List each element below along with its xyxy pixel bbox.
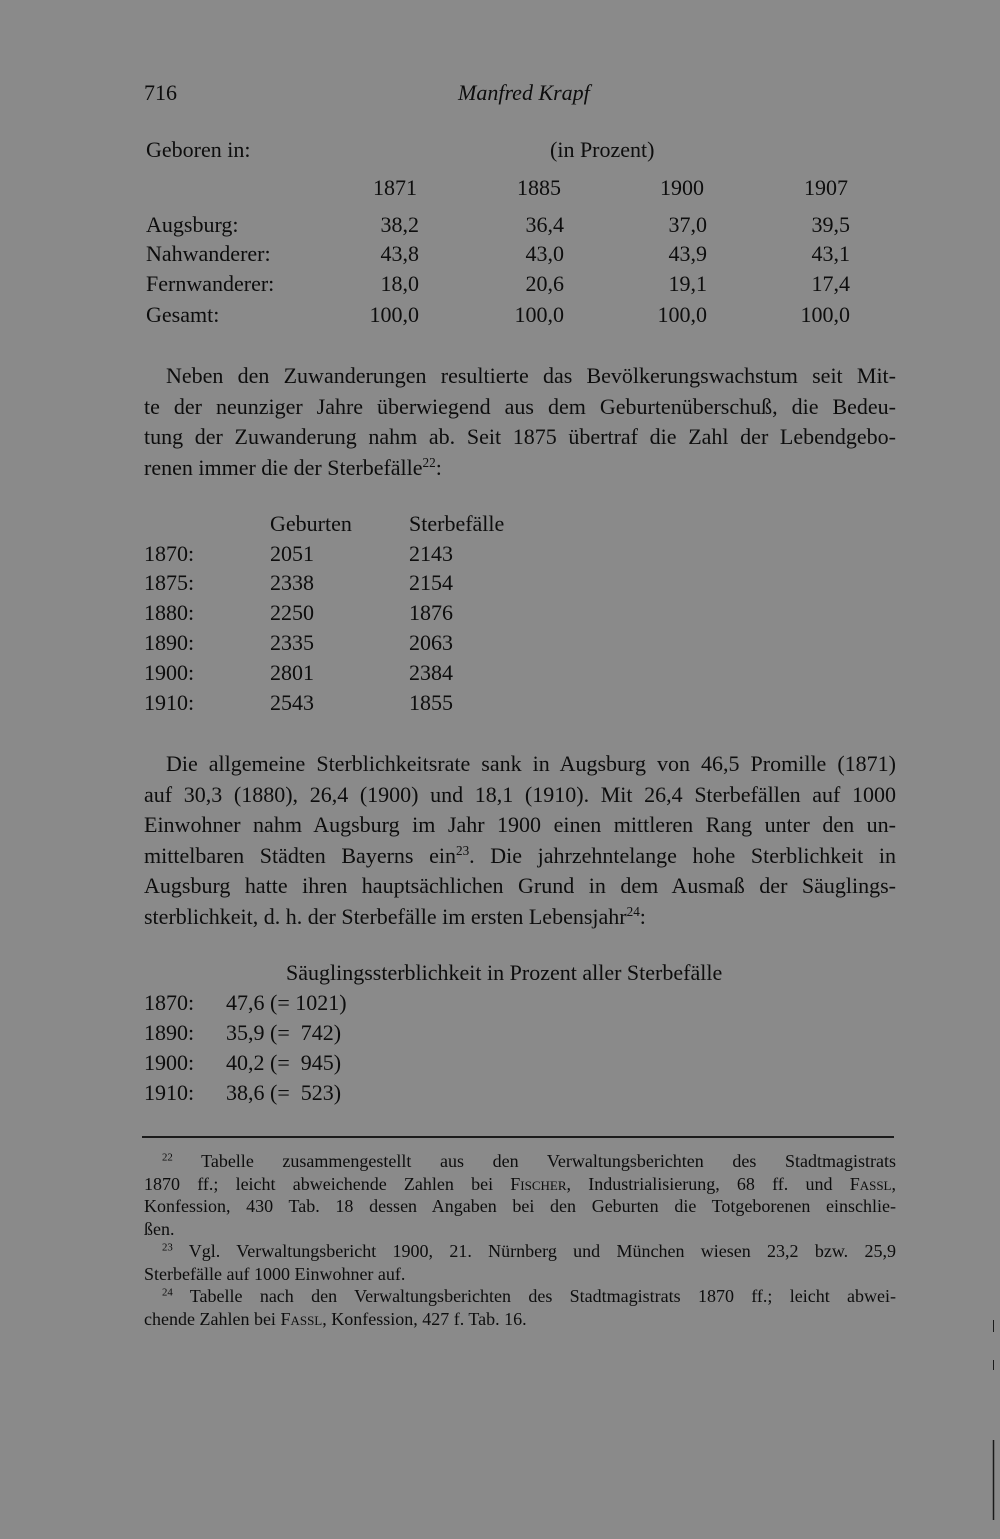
footnote-number: 22: [162, 1151, 173, 1164]
table-cell: 100,0: [800, 302, 850, 327]
footnote-line: ßen.: [144, 1218, 175, 1239]
table-row-label: 1880:: [144, 600, 195, 625]
paragraph-text: sterblichkeit, d. h. der Sterbefälle im ersten Lebensjahr: [144, 903, 627, 929]
footnote-text: Vgl. Verwaltungsbericht 1900, 21. Nürnberg und München wiesen 23,2 bzw. 25,9: [188, 1241, 896, 1261]
footnote-text: Tabelle zusammengestellt aus den Verwaltungsberichten des Stadtmagistrats: [201, 1151, 896, 1171]
table-year-header: 1900: [660, 175, 704, 200]
author-name: Fassl: [849, 1173, 892, 1194]
table-row-label: 1875:: [144, 570, 195, 595]
table-row-label: 1900:: [144, 660, 195, 685]
table-cell: 1855: [409, 690, 453, 715]
paragraph-text: :: [435, 454, 442, 480]
table-cell: 2338: [270, 570, 314, 595]
table-cell: 18,0: [380, 271, 419, 296]
footnote-separator: [142, 1136, 894, 1138]
table-cell: 20,6: [525, 271, 564, 296]
table-row-label: 1900:: [144, 1050, 195, 1075]
paragraph-line: te der neunziger Jahre überwiegend aus dem Geburtenüberschuß, die Bedeu-: [144, 393, 896, 419]
footnote-number: 23: [162, 1241, 173, 1254]
paragraph-line: Augsburg hatte ihren hauptsächlichen Grund in dem Ausmaß der Säuglings-: [144, 873, 896, 898]
table-row-label-header: Geboren in:: [146, 137, 251, 162]
table-cell: 100,0: [514, 302, 564, 327]
table-cell: 36,4: [525, 212, 564, 237]
table-cell: 2335: [270, 630, 314, 655]
footnote-number: 24: [162, 1286, 173, 1299]
table-row-label: 1910:: [144, 690, 195, 715]
table-cell: 43,9: [668, 241, 707, 266]
table-cell: 43,0: [525, 241, 564, 266]
table-cell: 38,2: [380, 212, 419, 237]
author-name: Fassl: [280, 1308, 323, 1329]
table-cell: 2250: [270, 600, 314, 625]
footnote-text: chende Zahlen bei: [144, 1308, 281, 1329]
table-col-header: Geburten: [270, 511, 352, 536]
footnote-text: ,: [891, 1173, 896, 1194]
table-cell: 17,4: [811, 271, 850, 296]
table-cell: 35,9 (= 742): [226, 1020, 342, 1045]
footnote-line: [144, 1150, 896, 1173]
footnote-text: Tabelle nach den Verwaltungsberichten des Stadtmagistrats 1870 ff.; leicht abwei-: [189, 1286, 896, 1306]
footnote-line: [144, 1285, 896, 1308]
table-cell: 2063: [409, 630, 453, 655]
paragraph-line: [144, 841, 896, 872]
paragraph-line: [144, 902, 896, 933]
table-row-label: Nahwanderer:: [146, 241, 271, 266]
paragraph-line: [144, 453, 896, 484]
footnote-line: Konfession, 430 Tab. 18 dessen Angaben bei den Geburten die Totgeborenen einschlie-: [144, 1196, 896, 1216]
footnote-line: Sterbefälle auf 1000 Einwohner auf.: [144, 1263, 406, 1284]
table-cell: 2543: [270, 690, 314, 715]
table-year-header: 1885: [517, 175, 561, 200]
scan-edge-marks: [992, 1320, 995, 1520]
footnote-line: [144, 1173, 896, 1196]
table-cell: 38,6 (= 523): [226, 1080, 342, 1105]
table-row-label: 1870:: [144, 990, 195, 1015]
paragraph-line: Einwohner nahm Augsburg im Jahr 1900 einen mittleren Rang unter den un-: [144, 812, 896, 837]
table-cell: 39,5: [811, 212, 850, 237]
body-paragraph: [144, 361, 896, 483]
running-title: Manfred Krapf: [458, 80, 590, 105]
table-row-label: Fernwanderer:: [146, 271, 275, 296]
table-row-label: 1890:: [144, 1020, 195, 1045]
author-name: Fischer: [510, 1173, 567, 1194]
footnote-ref[interactable]: 23: [455, 842, 470, 858]
table-cell: 47,6 (= 1021): [226, 990, 347, 1015]
page-number: 716: [144, 80, 177, 105]
table-cell: 2051: [270, 541, 314, 566]
footnotes: [144, 1150, 896, 1330]
table-cell: 2154: [409, 570, 453, 595]
table-cell: 19,1: [668, 271, 707, 296]
table-cell: 100,0: [657, 302, 707, 327]
paragraph-text: :: [639, 903, 646, 929]
table-cell: 100,0: [369, 302, 419, 327]
table-cell: 37,0: [668, 212, 707, 237]
paragraph-text: mittelbaren Städten Bayerns ein: [144, 842, 456, 868]
footnote-ref[interactable]: 22: [422, 454, 436, 470]
paragraph-line: Die allgemeine Sterblichkeitsrate sank in Augsburg von 46,5 Promille (1871): [166, 751, 896, 776]
table-cell: 1876: [409, 600, 453, 625]
paragraph-text: renen immer die der Sterbefälle: [144, 454, 423, 480]
paragraph-line: Neben den Zuwanderungen resultierte das Bevölkerungswachstum seit Mit-: [166, 363, 896, 388]
table-cell: 2801: [270, 660, 314, 685]
table-cell: 2384: [409, 660, 453, 685]
table-cell: 2143: [409, 541, 453, 566]
footnote-ref[interactable]: 24: [626, 903, 640, 919]
table-cell: 40,2 (= 945): [226, 1050, 342, 1075]
paragraph-line: tung der Zuwanderung nahm ab. Seit 1875 übertraf die Zahl der Lebendgebo-: [144, 424, 896, 449]
table-unit-label: (in Prozent): [550, 137, 655, 162]
footnote-text: , Industrialisierung, 68 ff. und: [566, 1173, 850, 1194]
table-row-label: Augsburg:: [146, 212, 239, 237]
table-title: Säuglingssterblichkeit in Prozent aller Sterbefälle: [286, 960, 723, 985]
table-row-label: Gesamt:: [146, 302, 220, 327]
paragraph-text: . Die jahrzehntelange hohe Sterblichkeit in: [469, 842, 897, 868]
table-row-label: 1910:: [144, 1080, 195, 1105]
footnote-line: [144, 1308, 896, 1331]
table-year-header: 1871: [373, 175, 417, 200]
footnote-text: 1870 ff.; leicht abweichende Zahlen bei: [144, 1173, 511, 1194]
table-year-header: 1907: [804, 175, 848, 200]
table-row-label: 1870:: [144, 541, 195, 566]
paragraph-line: auf 30,3 (1880), 26,4 (1900) und 18,1 (1910). Mit 26,4 Sterbefällen auf 1000: [144, 781, 896, 807]
table-cell: 43,8: [380, 241, 419, 266]
table-col-header: Sterbefälle: [409, 511, 505, 536]
body-paragraph: [144, 749, 896, 932]
table-row-label: 1890:: [144, 630, 195, 655]
footnote-line: [144, 1240, 896, 1263]
footnote-text: , Konfession, 427 f. Tab. 16.: [322, 1308, 527, 1329]
table-cell: 43,1: [811, 241, 850, 266]
